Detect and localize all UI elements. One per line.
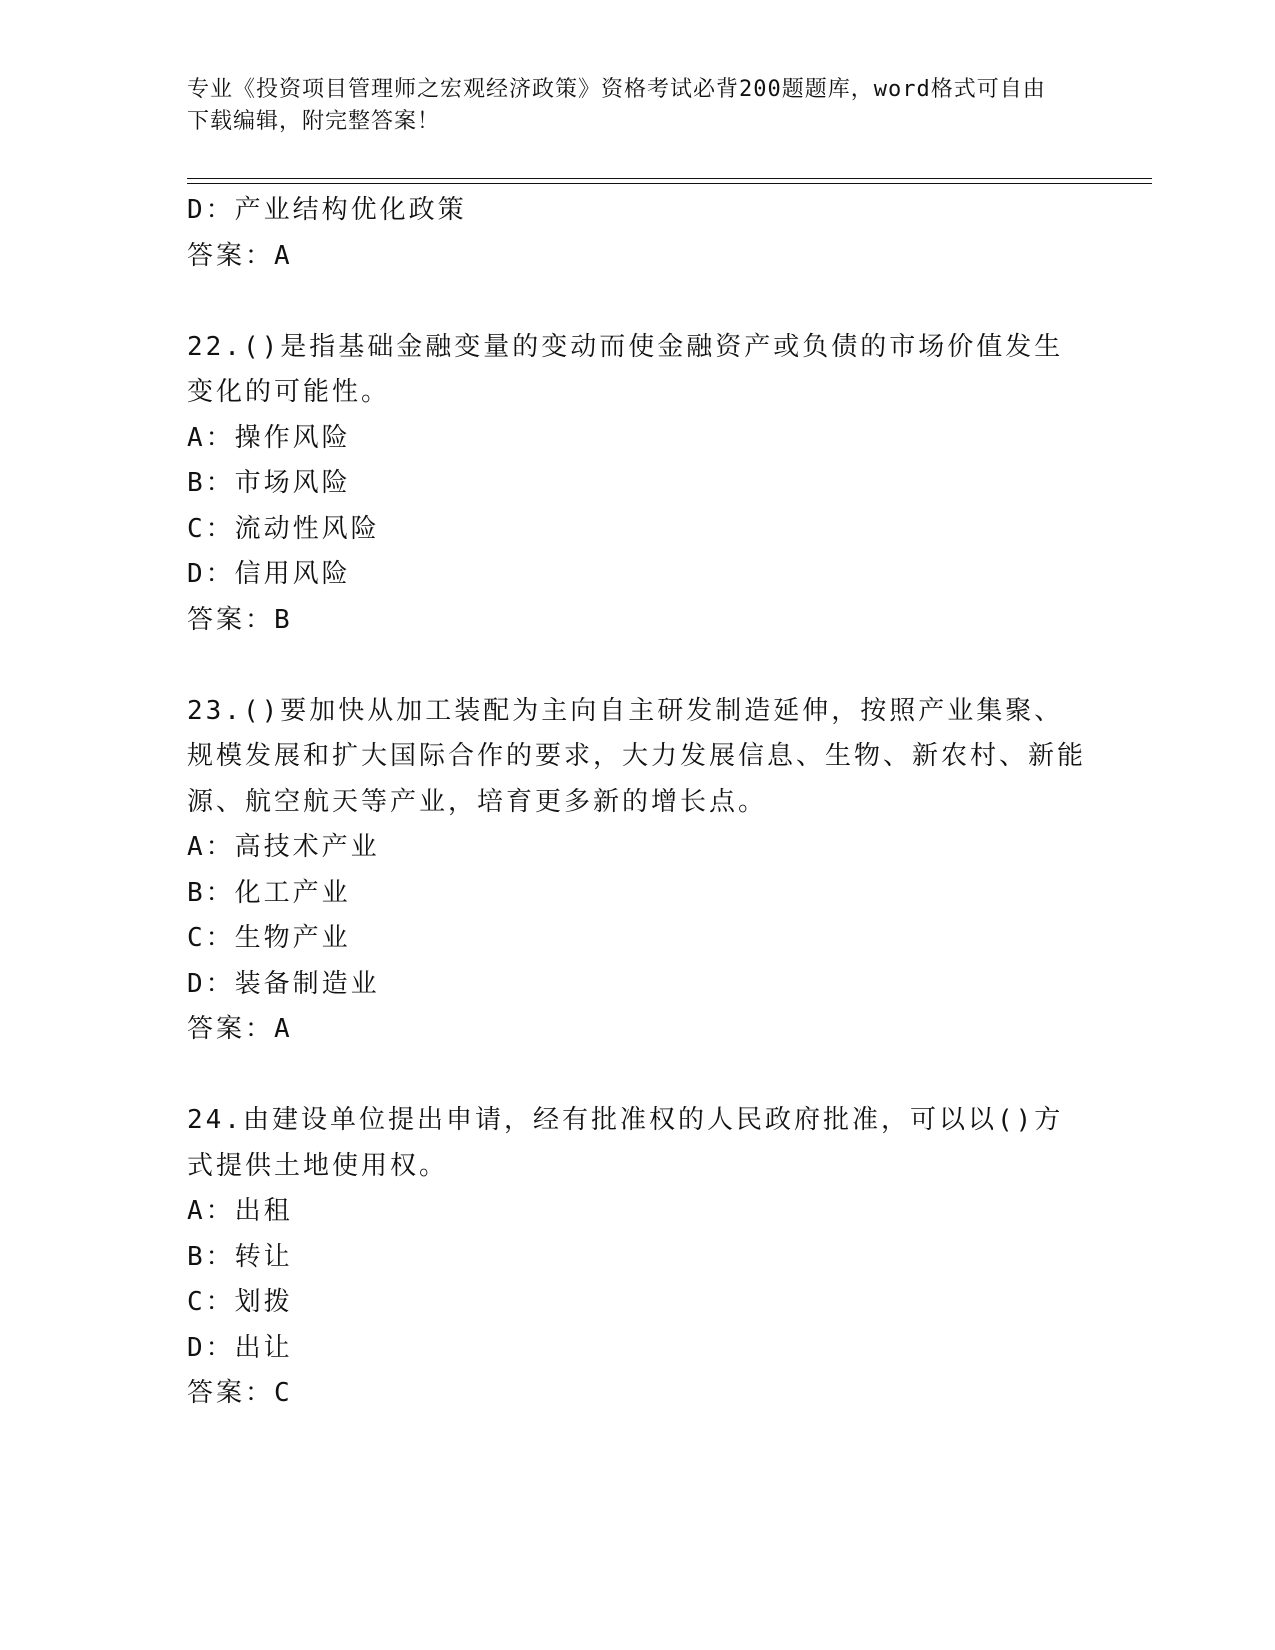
document-header <box>187 74 1067 138</box>
option-b: B：市场风险 <box>187 468 351 498</box>
option-c: C：生物产业 <box>187 923 351 953</box>
spacer <box>187 643 1087 689</box>
carryover-option-d: D：产业结构优化政策 <box>187 195 467 225</box>
option-b: B：化工产业 <box>187 877 351 908</box>
question-stem: 24.由建设单位提出申请，经有批准权的人民政府批准，可以以()方式提供土地使用权。 <box>187 1105 1064 1181</box>
question-content <box>187 188 1087 1417</box>
option-a: A：出租 <box>187 1196 293 1226</box>
answer: 答案：B <box>187 604 293 635</box>
question-23 <box>187 689 1087 1053</box>
option-a: A：高技术产业 <box>187 832 380 862</box>
question-stem: 23.()要加快从加工装配为主向自主研发制造延伸，按照产业集聚、规模发展和扩大国际合作的要求，大力发展信息、生物、新农村、新能源、航空航天等产业，培育更多新的增长点。 <box>187 695 1087 817</box>
header-rule-top <box>187 178 1152 179</box>
question-24 <box>187 1098 1087 1417</box>
header-rule-bottom <box>187 183 1152 184</box>
option-c: C：划拨 <box>187 1287 293 1317</box>
question-22 <box>187 325 1087 644</box>
header-title: 专业《投资项目管理师之宏观经济政策》资格考试必背200题题库，word格式可自由下载编辑，附完整答案！ <box>187 77 1046 134</box>
option-c: C：流动性风险 <box>187 513 380 544</box>
option-d: D：装备制造业 <box>187 968 380 999</box>
carryover-answer: 答案：A <box>187 240 293 271</box>
question-stem: 22.()是指基础金融变量的变动而使金融资产或负债的市场价值发生变化的可能性。 <box>187 331 1064 407</box>
option-d: D：出让 <box>187 1332 293 1363</box>
option-d: D：信用风险 <box>187 559 351 589</box>
spacer <box>187 279 1087 325</box>
option-b: B：转让 <box>187 1241 293 1272</box>
answer: 答案：A <box>187 1014 293 1044</box>
option-a: A：操作风险 <box>187 422 351 453</box>
answer: 答案：C <box>187 1378 293 1408</box>
spacer <box>187 1053 1087 1099</box>
